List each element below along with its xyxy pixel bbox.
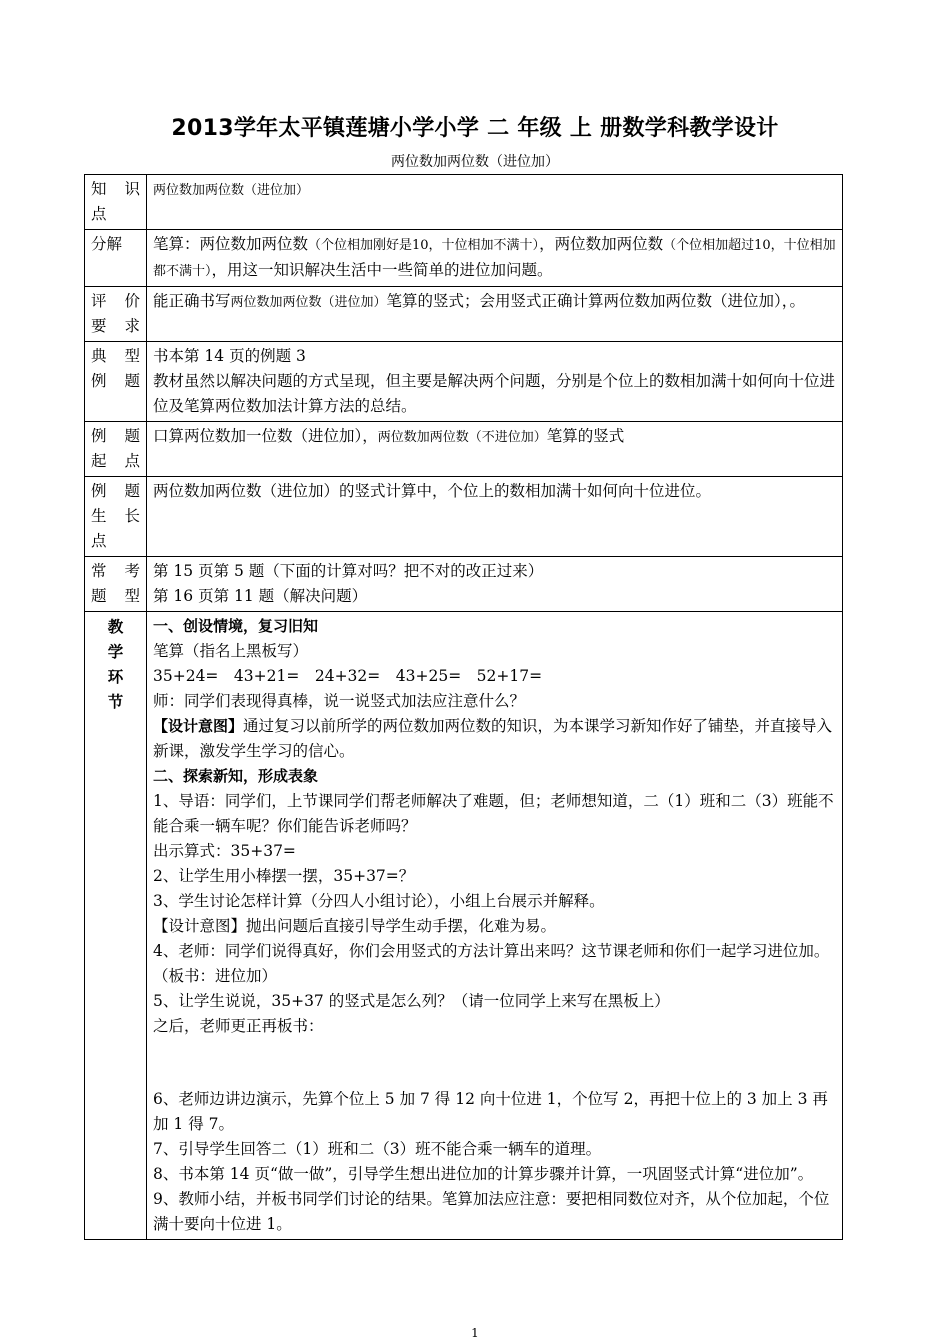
- cell-knowledge: 两位数加两位数（进位加）: [147, 175, 843, 230]
- cell-growth: 两位数加两位数（进位加）的竖式计算中，个位上的数相加满十如何向十位进位。: [147, 477, 843, 557]
- row-example: [85, 342, 843, 422]
- cell-start: 口算两位数加一位数（进位加），两位数加两位数（不进位加）笔算的竖式: [147, 422, 843, 477]
- lesson-plan-table: [84, 174, 843, 1240]
- row-breakdown: [85, 230, 843, 287]
- label-growth: 例 题 生 长 点: [85, 477, 147, 557]
- design-intent-tag: 【设计意图】: [153, 717, 244, 735]
- blank-space: [153, 1039, 836, 1087]
- row-growth: [85, 477, 843, 557]
- document-title: 2013学年太平镇莲塘小学小学 二 年级 上 册数学科教学设计: [171, 116, 779, 141]
- label-common: 常 考 题型: [85, 557, 147, 612]
- label-knowledge: 知 识 点: [85, 175, 147, 230]
- label-evaluation: 评 价 要求: [85, 287, 147, 342]
- section-heading: 二、探索新知，形成表象: [153, 767, 319, 785]
- cell-example: 书本第 14 页的例题 3 教材虽然以解决问题的方式呈现，但主要是解决两个问题，分别是个位上的数相加满十如何向十位进位及笔算两位数加法计算方法的总结。: [147, 342, 843, 422]
- label-teaching: 教 学 环 节: [85, 612, 147, 1240]
- label-example: 典 型 例题: [85, 342, 147, 422]
- cell-evaluation: 能正确书写两位数加两位数（进位加）笔算的竖式；会用竖式正确计算两位数加两位数（进位加），。: [147, 287, 843, 342]
- label-breakdown: 分解: [85, 230, 147, 287]
- cell-teaching: 一、创设情境，复习旧知 笔算（指名上黑板写） 35+24= 43+21= 24+32= 43+25= 52+17= 师：同学们表现得真棒，说一说竖式加法应注意什么？ 【设计意图】通过复习以前所学的两位数加两位数的知识，为本课学习新知作好了铺垫，并直接导入新课，激发学生学习的信心。 二、探索新知，形成表象 1、导语：同学们，上节课同学们帮老师解决了难题，但；老师想知道，二（1）班和二（3）班能不能合乘一辆车呢？你们能告诉老师吗？ 出示算式：35+37= 2、让学生用小棒摆一摆，35+37=？ 3、学生讨论怎样计算（分四人小组讨论），小组上台展示并解释。 【设计意图】抛出问题后直接引导学生动手摆，化难为易。 4、老师：同学们说得真好，你们会用竖式的方法计算出来吗？这节课老师和你们一起学习进位加。（板书：进位加） 5、让学生说说，35+37 的竖式是怎么列？（请一位同学上来写在黑板上） 之后，老师更正再板书： 6、老师边讲边演示，先算个位上 5 加 7 得 12 向十位进 1，个位写 2，再把十位上的 3 加上 3 再加 1 得 7。 7、引导学生回答二（1）班和二（3）班不能合乘一辆车的道理。 8、书本第 14 页“做一做”，引导学生想出进位加的计算步骤并计算，一巩固竖式计算“进位加”。 9、教师小结，并板书同学们讨论的结果。笔算加法应注意：要把相同数位对齐，从个位加起，个位满十要向十位进 1。: [147, 612, 843, 1240]
- label-start: 例 题 起点: [85, 422, 147, 477]
- document-subtitle: 两位数加两位数（进位加）: [391, 154, 559, 170]
- row-evaluation: [85, 287, 843, 342]
- cell-common: 第 15 页第 5 题（下面的计算对吗？把不对的改正过来） 第 16 页第 11 题（解决问题）: [147, 557, 843, 612]
- row-teaching: [85, 612, 843, 1240]
- section-heading: 一、创设情境，复习旧知: [153, 617, 319, 635]
- row-start: [85, 422, 843, 477]
- cell-breakdown: 笔算：两位数加两位数（个位相加刚好是10，十位相加不满十），两位数加两位数（个位相加超过10，十位相加都不满十），用这一知识解决生活中一些简单的进位加问题。: [147, 230, 843, 287]
- row-common: [85, 557, 843, 612]
- page-number: 1: [471, 1326, 479, 1340]
- row-knowledge: [85, 175, 843, 230]
